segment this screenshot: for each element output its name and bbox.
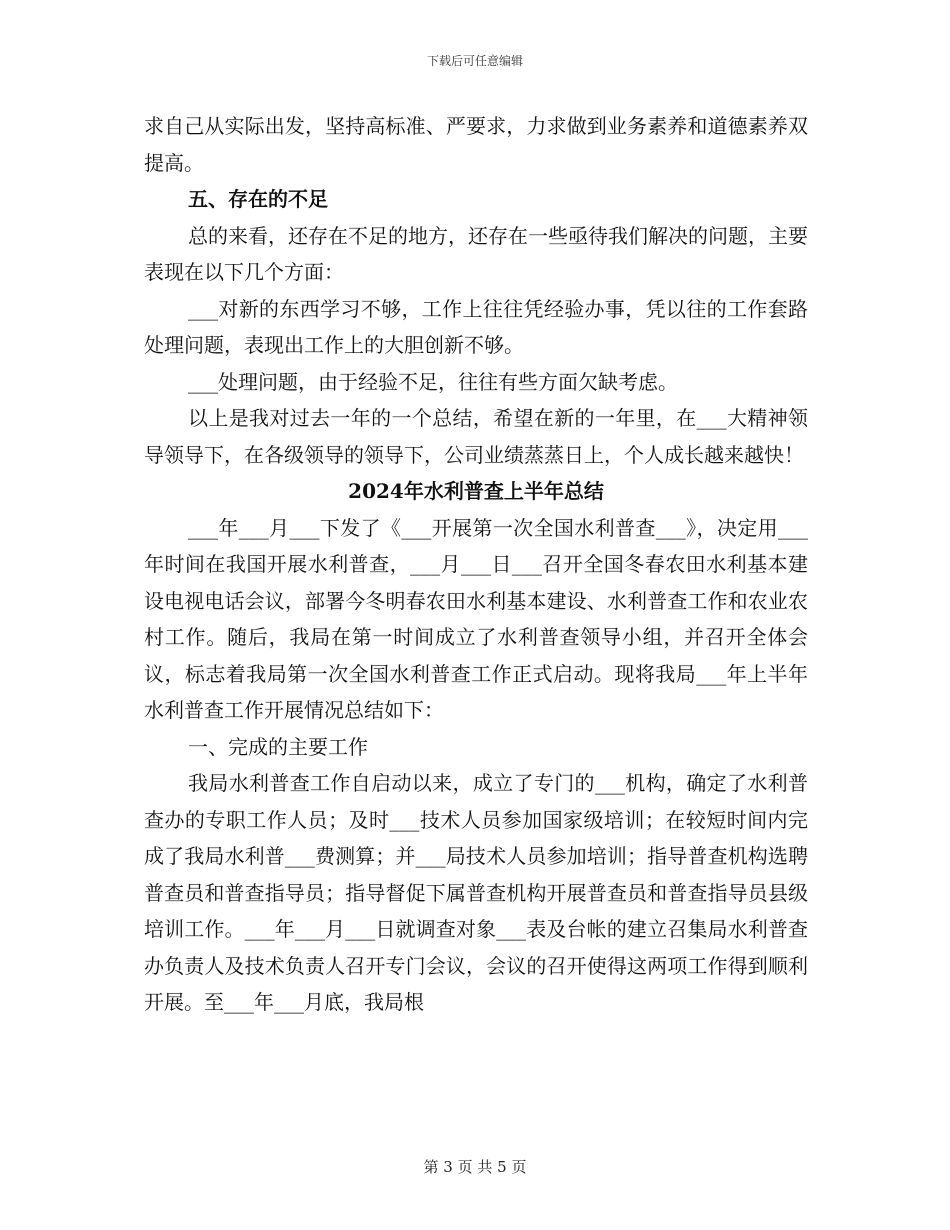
paragraph-main-work: 我局水利普查工作自启动以来，成立了专门的___机构，确定了水利普查办的专职工作人员；及时___技术人员参加国家级培训；在较短时间内完成了我局水利普___费测算；并___局技术人员参加培训；指导普查机构选聘普查员和普查指导员；指导督促下属普查机构开展普查员和普查指导员县级培训工作。___年___月___日就调查对象___表及台帐的建立召集局水利普查办负责人及技术负责人召开专门会议，会议的召开使得这两项工作得到顺利开展。至___年___月底，我局根	[144, 771, 808, 1014]
section-heading-main-work: 一、完成的主要工作	[188, 734, 368, 759]
section-heading-shortcomings: 五、存在的不足	[188, 187, 328, 211]
paragraph-intro: ___年___月___下发了《___开展第一次全国水利普查___》，决定用___年时间在我国开展水利普查，___月___日___召开全国冬春农田水利基本建设电视电话会议，部署今冬明春农田水利基本建设、水利普查工作和农业农村工作。随后，我局在第一时间成立了水利普查领导小组，并召开全体会议，标志着我局第一次全国水利普查工作正式启动。现将我局___年上半年水利普查工作开展情况总结如下：	[144, 515, 808, 722]
page-footer: 第 3 页 共 5 页	[423, 1158, 527, 1176]
page-header: 下载后可任意编辑	[426, 54, 523, 68]
paragraph-point-2: ___处理问题，由于经验不足，往往有些方面欠缺考虑。	[188, 369, 678, 394]
document-title: 2024年水利普查上半年总结	[348, 479, 604, 503]
paragraph-continuation: 求自己从实际出发，坚持高标准、严要求，力求做到业务素养和道德素养双提高。	[144, 114, 808, 175]
paragraph-overview: 总的来看，还存在不足的地方，还存在一些亟待我们解决的问题，主要表现在以下几个方面：	[144, 223, 808, 284]
paragraph-point-1: ___对新的东西学习不够，工作上往往凭经验办事，凭以往的工作套路处理问题，表现出工作上的大胆创新不够。	[144, 296, 808, 357]
document-body	[144, 108, 808, 1021]
paragraph-conclusion: 以上是我对过去一年的一个总结，希望在新的一年里，在___大精神领导领导下，在各级领导的领导下，公司业绩蒸蒸日上，个人成长越来越快！	[144, 406, 808, 467]
